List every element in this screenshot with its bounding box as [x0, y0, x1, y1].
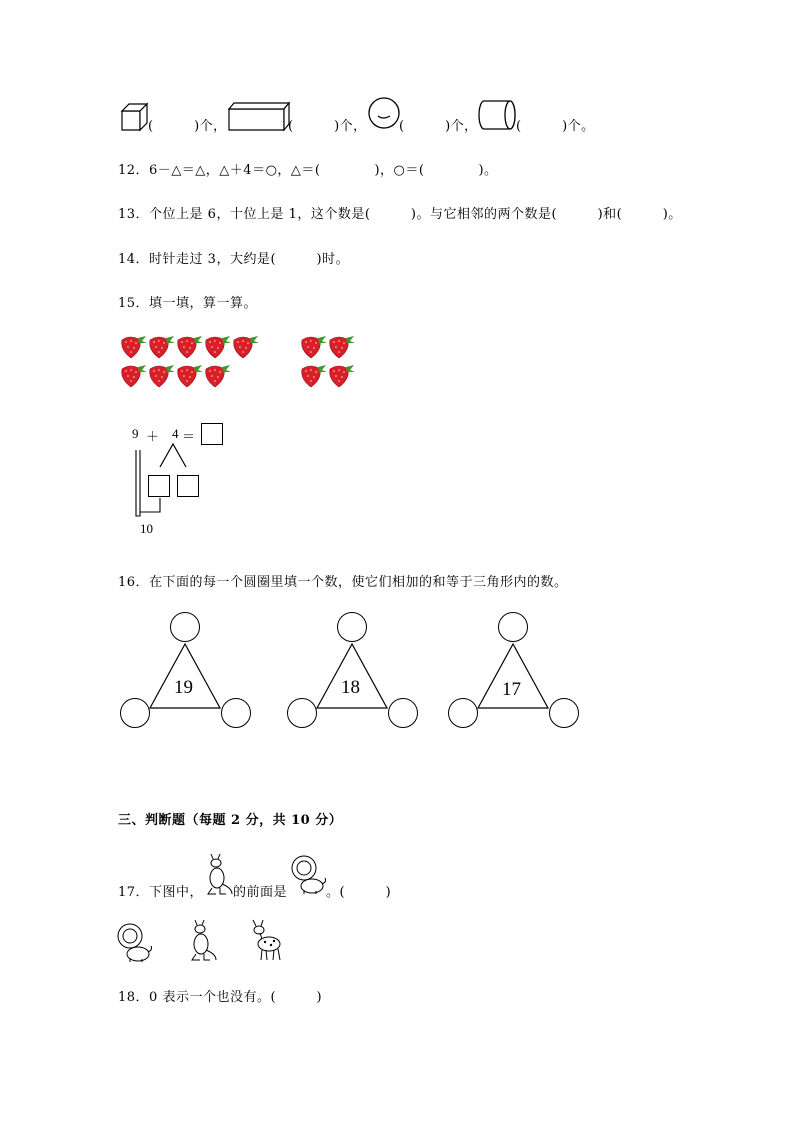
- lion-icon: [290, 854, 328, 896]
- cuboid-count-blank[interactable]: ( )个，: [288, 119, 367, 134]
- strawberry-icon: [234, 336, 259, 358]
- strawberry-icon: [302, 365, 327, 387]
- cube-count-blank[interactable]: ( )个，: [148, 119, 227, 134]
- triangle-sum: 19: [174, 677, 193, 698]
- triangle-group-2: [285, 610, 419, 730]
- triangle-group-1: [118, 610, 252, 730]
- strawberry-icon: [206, 336, 231, 358]
- q14-text: 14．时针走过 3，大约是( )时。: [118, 252, 350, 267]
- triangle-sum: 18: [341, 677, 360, 698]
- strawberry-icon: [150, 365, 175, 387]
- sphere-icon: [368, 96, 400, 130]
- circle-top[interactable]: [170, 612, 200, 642]
- sphere-count-blank[interactable]: ( )个，: [399, 119, 478, 134]
- circle-right[interactable]: [221, 698, 251, 728]
- q17-suffix[interactable]: 。( ): [326, 885, 392, 900]
- circle-left[interactable]: [120, 698, 150, 728]
- q12-text: 12．6－△＝△，△＋4＝○，△＝( )，○＝( )。: [118, 163, 498, 178]
- q17-middle: 的前面是: [233, 885, 288, 900]
- strawberry-icon: [122, 336, 147, 358]
- q15-text: 15．填一填，算一算。: [118, 296, 258, 311]
- q13-text: 13．个位上是 6，十位上是 1，这个数是( )。与它相邻的两个数是( )和( )。: [118, 207, 682, 222]
- cylinder-count-blank[interactable]: ( )个。: [516, 119, 595, 134]
- circle-top[interactable]: [337, 612, 367, 642]
- eq-eq: ＝: [182, 429, 196, 444]
- q11-row: [118, 98, 718, 134]
- cuboid-icon: [228, 101, 290, 131]
- q18-text: 18．0 表示一个也没有。( ): [118, 990, 323, 1005]
- split-box-right[interactable]: [177, 475, 199, 497]
- circle-top[interactable]: [498, 612, 528, 642]
- strawberry-icon: [330, 336, 355, 358]
- strawberry-icon: [302, 336, 327, 358]
- split-box-left[interactable]: [148, 475, 170, 497]
- kangaroo-icon: [186, 920, 218, 962]
- eq-op: ＋: [146, 429, 160, 444]
- q15-diagram: [120, 420, 260, 540]
- eq-b: 4: [172, 426, 179, 441]
- q17-row: [118, 852, 518, 902]
- strawberry-icon: [206, 365, 231, 387]
- triangle-sum: 17: [502, 679, 521, 700]
- strawberry-icon: [330, 365, 355, 387]
- circle-left[interactable]: [287, 698, 317, 728]
- circle-right[interactable]: [549, 698, 579, 728]
- strawberry-icon: [178, 365, 203, 387]
- lion-icon: [116, 922, 154, 964]
- triangle-group-3: [446, 610, 580, 730]
- cylinder-icon: [478, 99, 518, 131]
- section-3-title: 三、判断题（每题 2 分，共 10 分）: [118, 813, 343, 828]
- ten-label: 10: [140, 521, 153, 536]
- q17-animal-row: [116, 920, 296, 964]
- strawberry-icon: [150, 336, 175, 358]
- q16-text: 16．在下面的每一个圆圈里填一个数，使它们相加的和等于三角形内的数。: [118, 575, 568, 590]
- kangaroo-icon: [202, 854, 234, 896]
- cube-icon: [120, 101, 150, 131]
- strawberries: [118, 332, 378, 392]
- q17-prefix: 17．下图中，: [118, 885, 204, 900]
- strawberry-icon: [122, 365, 147, 387]
- circle-left[interactable]: [448, 698, 478, 728]
- strawberry-icon: [178, 336, 203, 358]
- eq-a: 9: [132, 426, 139, 441]
- circle-right[interactable]: [388, 698, 418, 728]
- deer-icon: [250, 920, 284, 962]
